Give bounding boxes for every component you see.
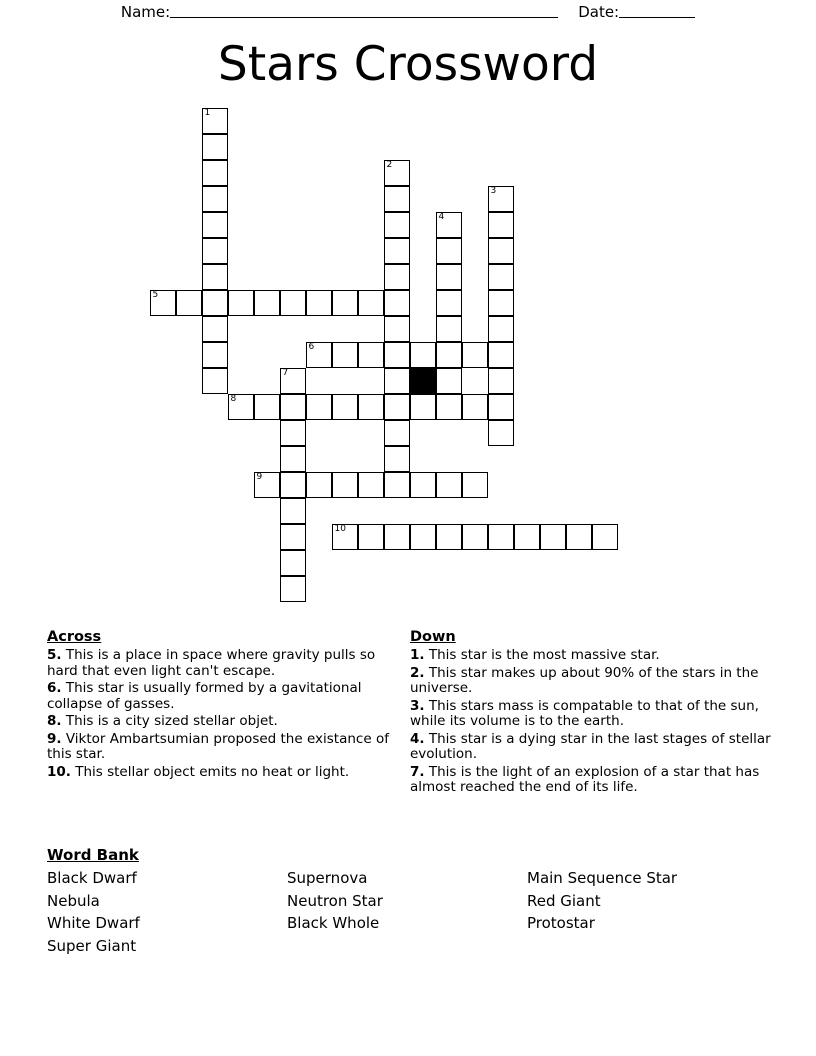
grid-cell[interactable] xyxy=(436,264,462,290)
clue-number: 8. xyxy=(47,713,62,729)
clue-text: This is a city sized stellar objet. xyxy=(61,713,278,729)
grid-cell[interactable] xyxy=(410,472,436,498)
clue-text: This star is the most massive star. xyxy=(424,647,660,663)
grid-cell[interactable] xyxy=(384,420,410,446)
grid-cell[interactable] xyxy=(592,524,618,550)
grid-cell[interactable] xyxy=(150,290,176,316)
word-bank-item[interactable]: Black Whole xyxy=(287,914,380,932)
grid-cell[interactable] xyxy=(436,290,462,316)
word-bank-empty xyxy=(287,935,527,958)
grid-cell-number: 1 xyxy=(204,108,211,118)
grid-cell[interactable] xyxy=(280,550,306,576)
clue-number: 7. xyxy=(410,763,425,780)
grid-cell-number: 8 xyxy=(230,394,237,404)
across-clue-10 xyxy=(47,765,395,781)
grid-cell[interactable] xyxy=(384,212,410,238)
grid-cell[interactable] xyxy=(410,394,436,420)
grid-cell[interactable] xyxy=(462,472,488,498)
clue-text: This star is usually formed by a gavitational collapse of gasses. xyxy=(47,680,362,712)
grid-cell[interactable] xyxy=(202,368,228,394)
grid-cell[interactable] xyxy=(202,134,228,160)
word-bank-item[interactable]: Nebula xyxy=(47,891,100,910)
grid-cell[interactable] xyxy=(488,394,514,420)
grid-cell-number: 10 xyxy=(334,524,346,534)
grid-cell[interactable] xyxy=(488,316,514,342)
grid-cell[interactable] xyxy=(384,290,410,316)
grid-cell[interactable] xyxy=(280,394,306,420)
down-clue-2 xyxy=(410,666,772,697)
grid-cell[interactable] xyxy=(306,394,332,420)
grid-cell[interactable] xyxy=(384,238,410,264)
word-bank-item[interactable]: Red Giant xyxy=(527,891,601,910)
word-bank-item[interactable]: Neutron Star xyxy=(287,891,383,910)
grid-cell[interactable] xyxy=(228,394,254,420)
grid-cell[interactable] xyxy=(202,186,228,212)
down-heading: Down xyxy=(410,629,456,645)
clue-text: This stars mass is compatable to that of the sun, while its volume is to the earth. xyxy=(410,697,759,729)
grid-cell-number: 2 xyxy=(386,160,393,170)
grid-cell[interactable] xyxy=(280,472,306,498)
clue-text: This is the light of an explosion of a star that has almost reached the end of its life. xyxy=(410,763,760,795)
grid-cell[interactable] xyxy=(202,342,228,368)
grid-cell[interactable] xyxy=(358,524,384,550)
clue-text: This is a place in space where gravity pulls so hard that even light can't escape. xyxy=(47,647,376,679)
clue-number: 6. xyxy=(47,680,62,696)
clue-text: This stellar object emits no heat or light. xyxy=(70,763,350,780)
grid-cell[interactable] xyxy=(566,524,592,550)
grid-cell[interactable] xyxy=(306,472,332,498)
grid-cell[interactable] xyxy=(280,290,306,316)
word-bank-item[interactable]: Super Giant xyxy=(47,936,137,955)
grid-cell[interactable] xyxy=(488,368,514,394)
grid-cell[interactable] xyxy=(202,212,228,238)
grid-cell[interactable] xyxy=(436,212,462,238)
page-title: Stars Crossword xyxy=(217,37,599,92)
word-bank-list xyxy=(47,867,767,957)
grid-cell[interactable] xyxy=(202,238,228,264)
across-clue-5 xyxy=(47,648,395,679)
grid-cell[interactable] xyxy=(280,368,306,394)
grid-cell[interactable] xyxy=(540,524,566,550)
grid-cell-number: 3 xyxy=(490,186,497,196)
grid-cell[interactable] xyxy=(384,160,410,186)
grid-cell[interactable] xyxy=(332,524,358,550)
grid-cell[interactable] xyxy=(488,238,514,264)
word-bank-item[interactable]: Main Sequence Star xyxy=(527,869,678,887)
grid-cell[interactable] xyxy=(384,316,410,342)
across-clue-9 xyxy=(47,732,395,763)
grid-cell[interactable] xyxy=(280,498,306,524)
grid-cell[interactable] xyxy=(358,472,384,498)
grid-cell[interactable] xyxy=(410,524,436,550)
grid-cell[interactable] xyxy=(306,342,332,368)
grid-cell[interactable] xyxy=(254,290,280,316)
grid-cell[interactable] xyxy=(202,290,228,316)
grid-cell[interactable] xyxy=(436,342,462,368)
grid-cell-number: 6 xyxy=(308,342,315,352)
grid-cell[interactable] xyxy=(202,316,228,342)
clue-number: 4. xyxy=(410,730,425,747)
clue-text: This star is a dying star in the last stages of stellar evolution. xyxy=(410,730,771,762)
grid-cell[interactable] xyxy=(436,394,462,420)
grid-cell[interactable] xyxy=(280,446,306,472)
word-bank-heading: Word Bank xyxy=(47,846,139,864)
grid-cell[interactable] xyxy=(202,160,228,186)
grid-cell[interactable] xyxy=(280,524,306,550)
clue-number: 1. xyxy=(410,647,425,663)
grid-cell[interactable] xyxy=(462,394,488,420)
grid-cell[interactable] xyxy=(358,394,384,420)
clue-number: 2. xyxy=(410,664,425,681)
across-clues-column xyxy=(47,628,395,782)
grid-cell[interactable] xyxy=(176,290,202,316)
across-clue-6 xyxy=(47,681,395,712)
grid-cell[interactable] xyxy=(280,420,306,446)
grid-block-cell xyxy=(410,368,436,394)
clue-number: 3. xyxy=(410,697,425,714)
clue-number: 9. xyxy=(47,730,62,747)
grid-cell[interactable] xyxy=(332,342,358,368)
clue-text: Viktor Ambartsumian proposed the existance of this star. xyxy=(47,730,389,762)
grid-cell[interactable] xyxy=(488,342,514,368)
grid-cell-number: 5 xyxy=(152,290,159,300)
grid-cell[interactable] xyxy=(514,524,540,550)
down-clues-column xyxy=(410,628,772,798)
grid-cell[interactable] xyxy=(306,290,332,316)
clue-text: This star makes up about 90% of the stars in the universe. xyxy=(410,664,759,696)
grid-cell[interactable] xyxy=(332,290,358,316)
grid-cell[interactable] xyxy=(488,524,514,550)
grid-cell[interactable] xyxy=(228,290,254,316)
down-clue-4 xyxy=(410,732,772,763)
down-clue-7 xyxy=(410,765,772,796)
grid-cell[interactable] xyxy=(488,290,514,316)
grid-cell[interactable] xyxy=(436,472,462,498)
grid-cell[interactable] xyxy=(384,186,410,212)
grid-cell[interactable] xyxy=(462,524,488,550)
grid-cell[interactable] xyxy=(488,420,514,446)
grid-cell[interactable] xyxy=(332,472,358,498)
date-label: Date: xyxy=(578,3,620,21)
clue-number: 5. xyxy=(47,647,62,663)
down-clue-1 xyxy=(410,648,772,664)
clue-number: 10. xyxy=(47,763,71,780)
name-label: Name: xyxy=(120,3,171,21)
grid-cell[interactable] xyxy=(332,394,358,420)
grid-cell[interactable] xyxy=(254,472,280,498)
grid-cell[interactable] xyxy=(436,316,462,342)
grid-cell[interactable] xyxy=(436,524,462,550)
grid-cell[interactable] xyxy=(384,524,410,550)
grid-cell[interactable] xyxy=(384,264,410,290)
grid-cell[interactable] xyxy=(436,368,462,394)
grid-cell[interactable] xyxy=(488,264,514,290)
grid-cell[interactable] xyxy=(358,342,384,368)
down-clue-3 xyxy=(410,699,772,730)
word-bank-item[interactable]: Black Dwarf xyxy=(47,869,137,887)
grid-cell-number: 7 xyxy=(282,368,289,378)
grid-cell[interactable] xyxy=(410,342,436,368)
grid-cell[interactable] xyxy=(254,394,280,420)
grid-cell-number: 4 xyxy=(438,212,445,222)
word-bank-item[interactable]: Supernova xyxy=(287,869,368,887)
grid-cell[interactable] xyxy=(384,342,410,368)
across-clue-list xyxy=(47,648,395,780)
grid-cell[interactable] xyxy=(384,446,410,472)
word-bank xyxy=(47,845,767,957)
grid-cell[interactable] xyxy=(488,186,514,212)
down-clue-list xyxy=(410,648,772,796)
word-bank-item[interactable]: White Dwarf xyxy=(47,914,140,932)
word-bank-empty xyxy=(527,935,767,958)
grid-cell[interactable] xyxy=(436,238,462,264)
grid-cell[interactable] xyxy=(462,342,488,368)
grid-cell[interactable] xyxy=(384,472,410,498)
grid-cell[interactable] xyxy=(384,394,410,420)
grid-cell[interactable] xyxy=(358,290,384,316)
across-heading: Across xyxy=(47,629,102,645)
grid-cell[interactable] xyxy=(488,212,514,238)
grid-cell[interactable] xyxy=(202,108,228,134)
grid-cell[interactable] xyxy=(202,264,228,290)
grid-cell-number: 9 xyxy=(256,472,263,482)
across-clue-8 xyxy=(47,714,395,730)
grid-cell[interactable] xyxy=(384,368,410,394)
word-bank-item[interactable]: Protostar xyxy=(527,914,595,932)
grid-cell[interactable] xyxy=(280,576,306,602)
